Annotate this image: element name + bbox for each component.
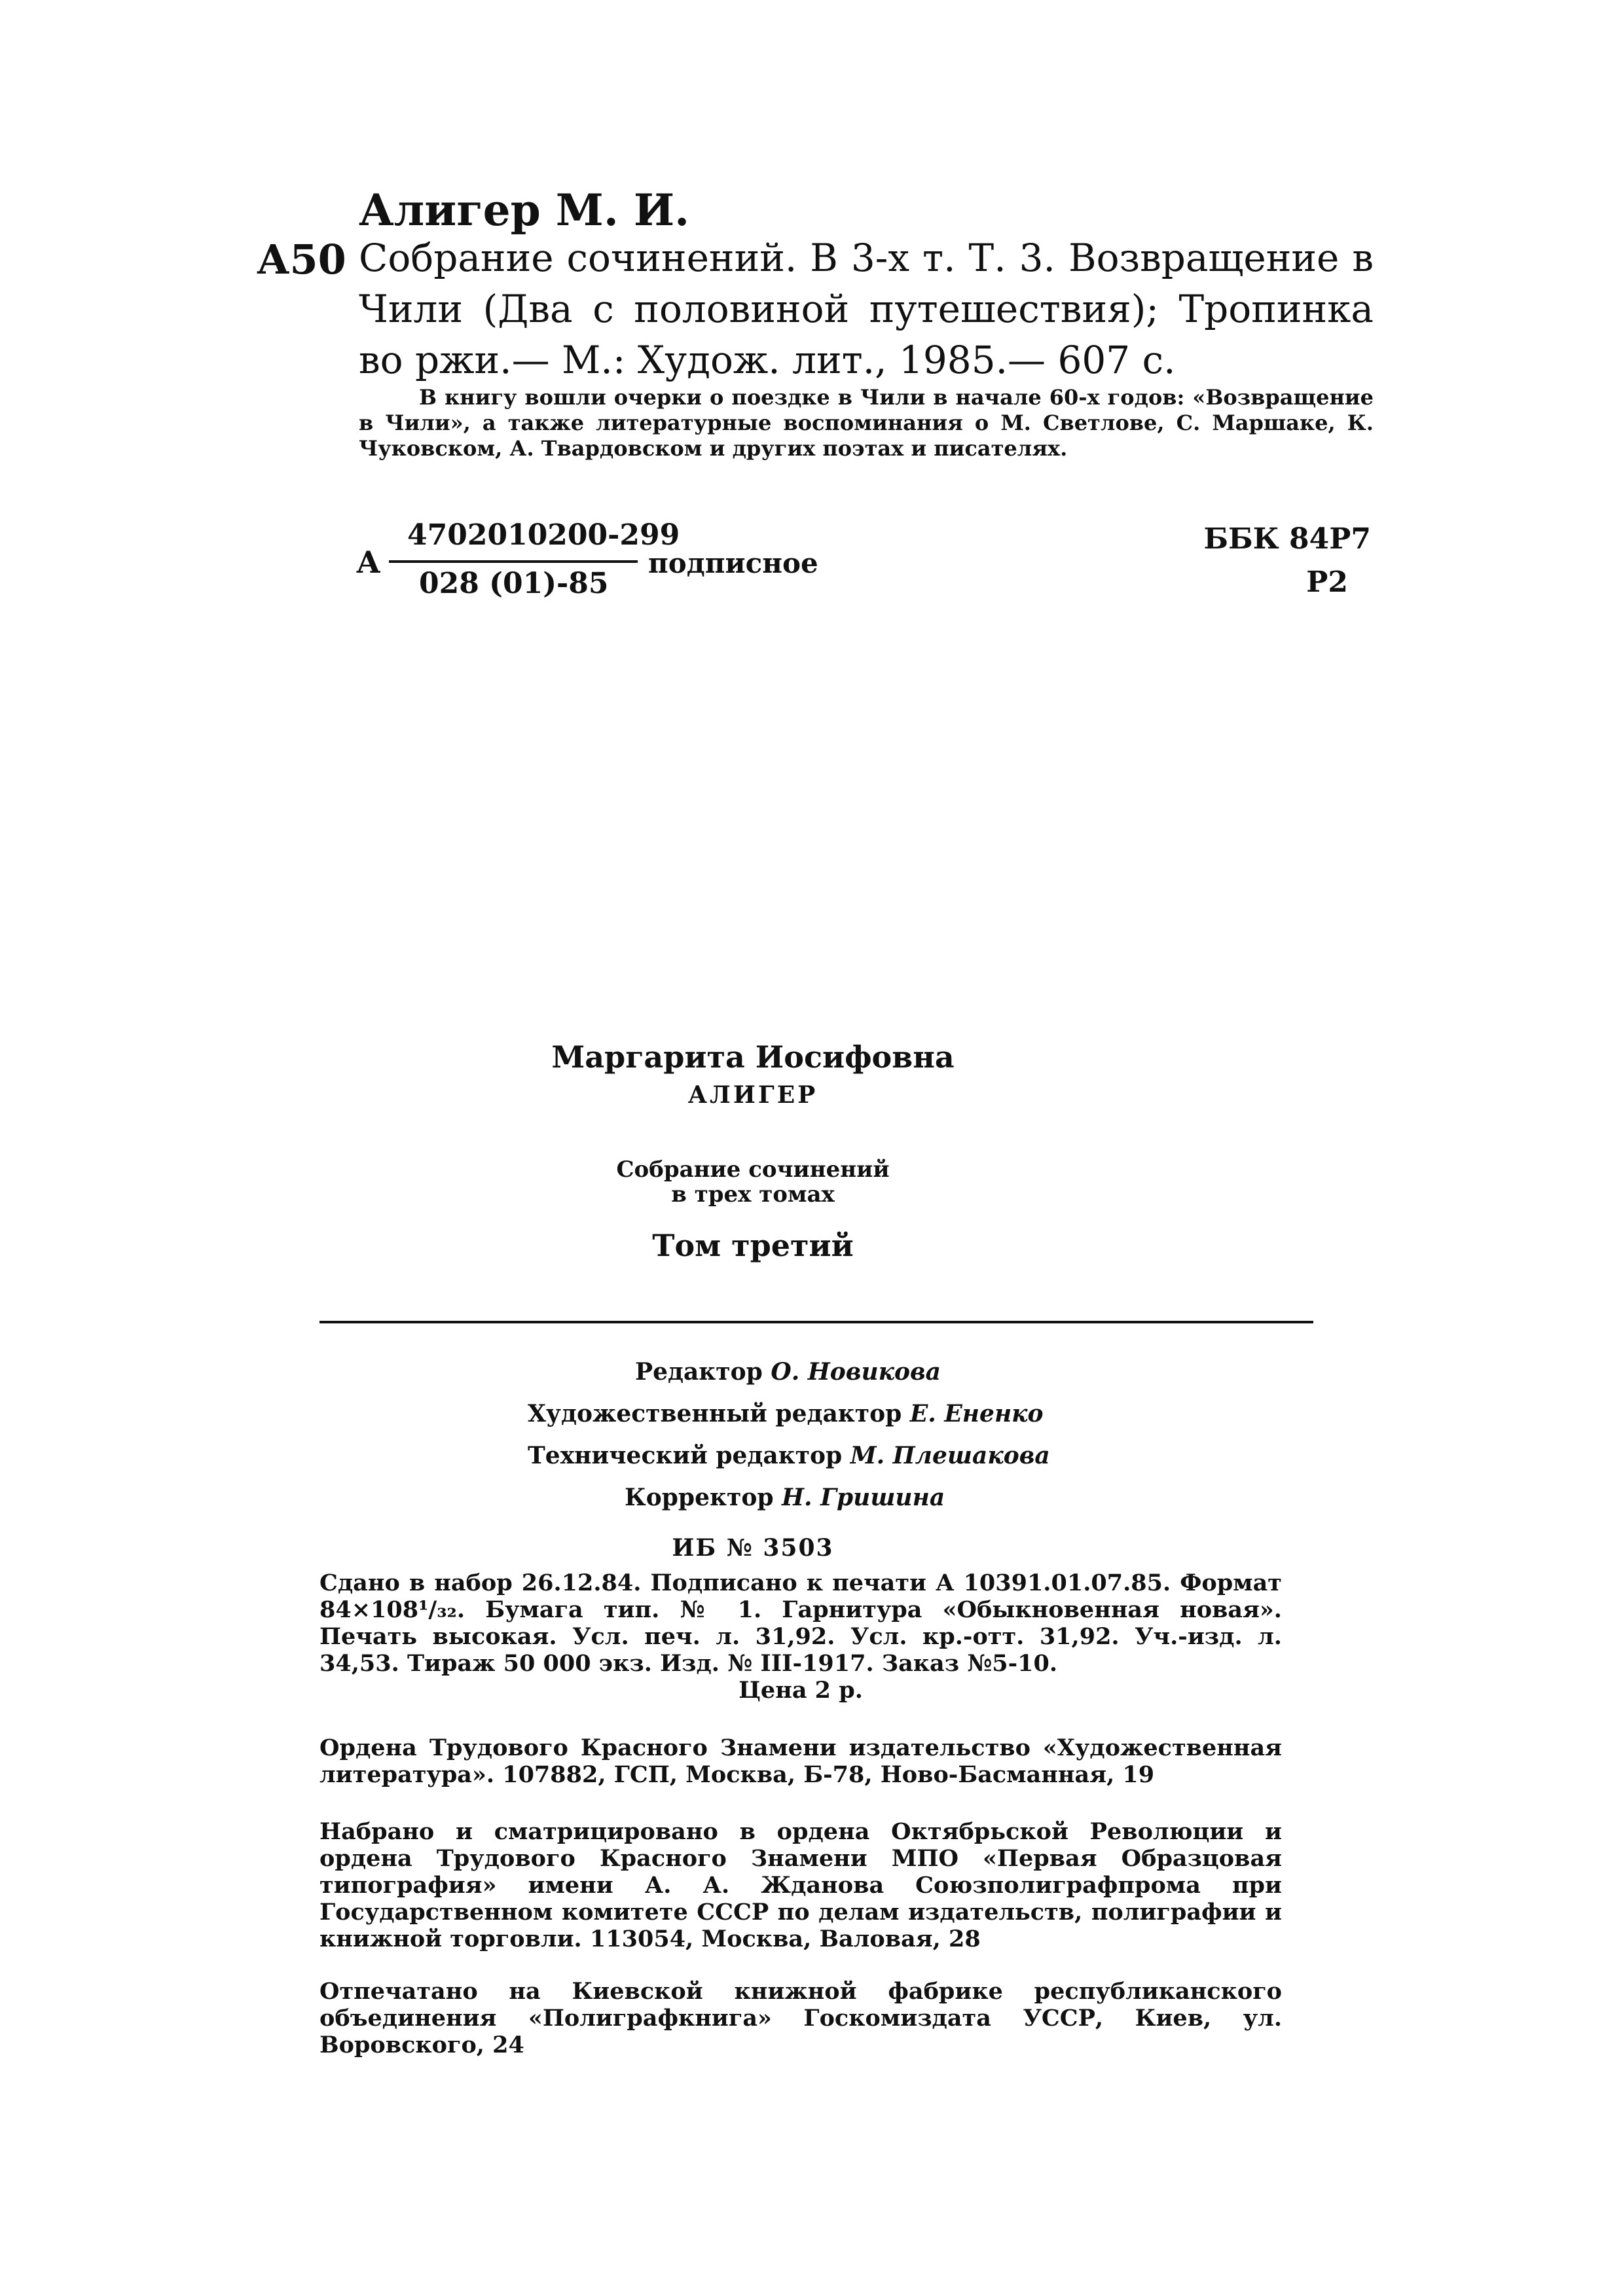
ib-number: ИБ № 3503 <box>672 1534 834 1562</box>
credit-art-editor: Художественный редактор Е. Ененко <box>528 1400 1044 1427</box>
subscription-label: подписное <box>648 547 818 579</box>
collection-title <box>0 1157 1506 1207</box>
credit-proofreader: Корректор Н. Гришина <box>625 1484 945 1511</box>
credits-block <box>528 1351 1050 1518</box>
author-surname: АЛИГЕР <box>687 1081 818 1109</box>
code-denominator: 028 (01)-85 <box>419 567 609 600</box>
publisher-info: Ордена Трудового Красного Знамени издательство «Художественная литература». 107882, ГСП, Москва, Б-78, Ново-Басманная, 19 <box>319 1734 1282 1788</box>
price: Цена 2 р. <box>739 1677 863 1704</box>
fraction-line <box>389 560 638 563</box>
bibliographic-description: Собрание сочинений. В 3-х т. Т. 3. Возвращение в Чили (Два с половиной путешествия); Тропинка во ржи.— М.: Худож. лит., 1985.— 607 с. <box>359 236 1374 382</box>
bbk-code: ББК 84Р7 <box>1203 522 1371 556</box>
technical-data: Сдано в набор 26.12.84. Подписано к печати А 10391.01.07.85. Формат 84×108¹/₃₂. Бумага тип. № 1. Гарнитура «Обыкновенная новая». Печать высокая. Усл. печ. л. 31,92. Усл. кр.-отт. 31,92. Уч.-изд. л. 34,53. Тираж 50 000 экз. Изд. № III-1917. Заказ №5-10. Цена 2 р. <box>319 1570 1282 1704</box>
collection-line-1: Собрание сочинений <box>616 1157 890 1183</box>
volume-title: Том третий <box>652 1228 854 1263</box>
author-full-name: Маргарита Иосифовна <box>551 1039 955 1075</box>
code-numerator: 4702010200-299 <box>407 518 680 552</box>
credit-editor: Редактор О. Новикова <box>635 1358 941 1386</box>
divider <box>319 1321 1313 1323</box>
typesetting-info: Набрано и сматрицировано в ордена Октябрьской Революции и ордена Трудового Красного Знамени МПО «Первая Образцовая типография» имени А. А. Жданова Союзполиграфпрома при Государственном комитете СССР по делам издательств, полиграфии и книжной торговли. 113054, Москва, Валовая, 28 <box>319 1818 1282 1952</box>
collection-line-2: в трех томах <box>671 1181 835 1208</box>
credit-tech-editor: Технический редактор М. Плешакова <box>528 1442 1050 1469</box>
code-prefix: А <box>356 545 381 580</box>
author-name: Алигер М. И. <box>359 185 690 236</box>
r2-code: Р2 <box>1306 565 1348 599</box>
book-annotation: В книгу вошли очерки о поездке в Чили в начале 60-х годов: «Возвращение в Чили», а также литературные воспоминания о М. Светлове, С. Маршаке, К. Чуковском, А. Твардовском и других поэтах и писателях. <box>359 385 1374 461</box>
printing-info: Отпечатано на Киевской книжной фабрике республиканского объединения «Полиграфкнига» Госкомиздата УССР, Киев, ул. Воровского, 24 <box>319 1978 1282 2058</box>
catalog-index: А50 <box>257 236 346 283</box>
